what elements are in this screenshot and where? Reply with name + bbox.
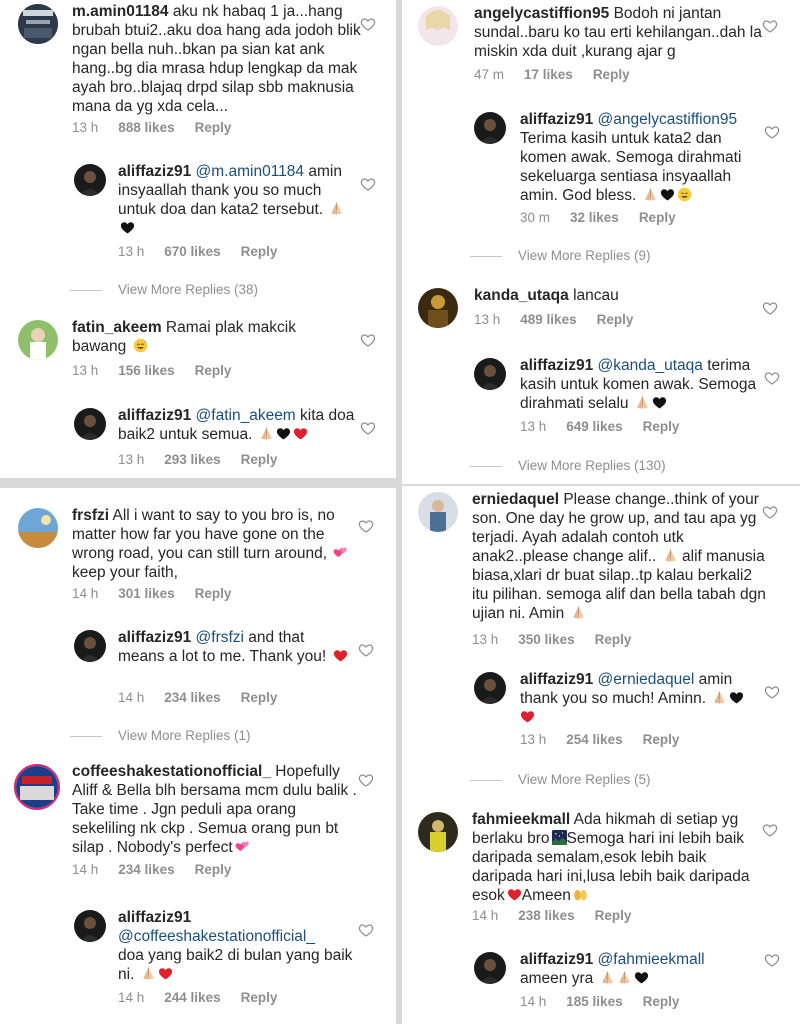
- timestamp: 13 h: [520, 419, 547, 434]
- reply-button[interactable]: Reply: [240, 244, 278, 259]
- likes-count[interactable]: 244 likes: [164, 990, 221, 1005]
- like-heart-icon[interactable]: [360, 16, 376, 32]
- avatar[interactable]: [14, 764, 60, 810]
- mention-link[interactable]: @frsfzi: [195, 629, 244, 646]
- username[interactable]: aliffaziz91: [520, 357, 594, 374]
- timestamp: 13 h: [520, 732, 547, 747]
- comment-text: amin thank you so much! Aminn.: [520, 671, 733, 707]
- timestamp: 13 h: [118, 244, 145, 259]
- comment-meta: [72, 120, 251, 135]
- red-heart-emoji: [520, 709, 535, 724]
- comments-panel-bottom-right: [402, 486, 800, 1024]
- comment-meta: [520, 994, 699, 1009]
- comment-meta: [520, 210, 696, 225]
- comment-body: [72, 506, 362, 582]
- comment-text: Ramai plak makcik bawang: [72, 319, 296, 355]
- reply-button[interactable]: Reply: [194, 120, 232, 135]
- timestamp: 13 h: [118, 452, 145, 467]
- likes-count[interactable]: 238 likes: [518, 908, 575, 923]
- likes-count[interactable]: 350 likes: [518, 632, 575, 647]
- username[interactable]: m.amin01184: [72, 3, 169, 20]
- timestamp: 14 h: [118, 690, 145, 705]
- avatar[interactable]: [418, 812, 458, 852]
- likes-count[interactable]: 489 likes: [520, 312, 577, 327]
- red-heart-emoji: [507, 887, 522, 902]
- praying-hands-emoji: [643, 187, 658, 202]
- comment-meta: [474, 312, 653, 327]
- avatar[interactable]: [18, 4, 58, 44]
- comment-body: [472, 490, 768, 623]
- comment-body: [474, 286, 774, 305]
- likes-count[interactable]: 670 likes: [164, 244, 221, 259]
- reply-button[interactable]: Reply: [240, 690, 278, 705]
- username[interactable]: aliffaziz91: [118, 163, 192, 180]
- mention-link[interactable]: @fatin_akeem: [195, 407, 296, 424]
- likes-count[interactable]: 234 likes: [118, 862, 175, 877]
- like-heart-icon[interactable]: [764, 952, 780, 968]
- comment-text: Bodoh ni jantan sundal..baru ko tau erti kehilangan..dah la miskin xda duit ,kurang ajar g: [474, 5, 762, 60]
- timestamp: 14 h: [520, 994, 547, 1009]
- comment-text: lancau: [573, 287, 619, 304]
- comment-body: [474, 4, 774, 61]
- comment-body: [118, 628, 354, 666]
- comment-body: [118, 908, 354, 984]
- mention-link[interactable]: @coffeeshakestationofficial_: [118, 928, 315, 945]
- reply-button[interactable]: Reply: [596, 312, 634, 327]
- comment-text: aku nk habaq 1 ja...hang brubah btui2..aku doa hang ada jodoh blik ngan bella nuh..bkan pa sian kat ank hang..bg dia mrasa hdup lengkap da mak ayah bro..blajaq drpd silap sbb maknusia mana da yg xda cela...: [72, 3, 361, 115]
- like-heart-icon[interactable]: [762, 504, 778, 520]
- praying-hands-emoji: [141, 966, 156, 981]
- comment-meta: [72, 862, 251, 877]
- red-heart-emoji: [293, 426, 308, 441]
- praying-hands-emoji: [329, 201, 344, 216]
- username[interactable]: aliffaziz91: [118, 629, 192, 646]
- like-heart-icon[interactable]: [764, 370, 780, 386]
- mention-link[interactable]: @fahmieekmall: [597, 951, 705, 968]
- avatar[interactable]: [74, 630, 106, 662]
- comment-text: terima kasih untuk komen awak. Semoga dirahmati selalu: [520, 357, 757, 412]
- comment-text-2: alif manusia biasa,xlari dr buat silap..tp kalau berkali2 itu pilihan. semoga alif dan bella tabah dgn ujian ni. Amin: [472, 548, 766, 622]
- reply-button[interactable]: Reply: [592, 67, 630, 82]
- avatar[interactable]: [474, 672, 506, 704]
- likes-count[interactable]: 185 likes: [566, 994, 623, 1009]
- avatar[interactable]: [74, 910, 106, 942]
- like-heart-icon[interactable]: [764, 684, 780, 700]
- likes-count[interactable]: 254 likes: [566, 732, 623, 747]
- comment-meta: [118, 452, 297, 467]
- comment-body: [72, 762, 362, 857]
- timestamp: 13 h: [472, 632, 499, 647]
- username[interactable]: angelycastiffion95: [474, 5, 610, 22]
- comment-meta: [118, 690, 297, 705]
- username[interactable]: fatin_akeem: [72, 319, 162, 336]
- black-heart-emoji: [729, 690, 744, 705]
- comment-body: [118, 162, 352, 238]
- comment-text: and that means a lot to me. Thank you!: [118, 629, 327, 665]
- comment-meta: [72, 363, 251, 378]
- mention-link[interactable]: @kanda_utaqa: [597, 357, 703, 374]
- username[interactable]: coffeeshakestationofficial_: [72, 763, 271, 780]
- comment-meta: [472, 908, 651, 923]
- avatar[interactable]: [18, 508, 58, 548]
- reply-button[interactable]: Reply: [194, 862, 232, 877]
- comment-meta: [520, 419, 699, 434]
- likes-count[interactable]: 888 likes: [118, 120, 175, 135]
- view-more-replies[interactable]: View More Replies (130): [470, 458, 666, 473]
- comments-panel-top-right: [402, 0, 800, 484]
- praying-hands-emoji: [617, 970, 632, 985]
- comment-text: All i want to say to you bro is, no matter how far you have gone on the wrong road, you can still turn around,: [72, 507, 335, 562]
- comment-text: Ada hikmah di setiap yg berlaku bro: [472, 811, 739, 847]
- black-heart-emoji: [276, 426, 291, 441]
- black-heart-emoji: [120, 220, 135, 235]
- username[interactable]: aliffaziz91: [520, 671, 594, 688]
- like-heart-icon[interactable]: [358, 922, 374, 938]
- comment-meta: [118, 244, 297, 259]
- timestamp: 30 m: [520, 210, 551, 225]
- red-heart-emoji: [158, 966, 173, 981]
- comment-body: [72, 2, 364, 116]
- comment-text: Terima kasih untuk kata2 dan komen awak. Semoga dirahmati sekeluarga sentiasa insyaallah amin. God bless.: [520, 130, 742, 204]
- praying-hands-emoji: [635, 395, 650, 410]
- reply-button[interactable]: Reply: [638, 210, 676, 225]
- mention-link[interactable]: @erniedaquel: [597, 671, 695, 688]
- timestamp: 47 m: [474, 67, 505, 82]
- likes-count[interactable]: 234 likes: [164, 690, 221, 705]
- timestamp: 13 h: [72, 363, 99, 378]
- view-more-replies[interactable]: View More Replies (5): [470, 772, 651, 787]
- username[interactable]: aliffaziz91: [520, 111, 594, 128]
- reply-button[interactable]: Reply: [240, 452, 278, 467]
- like-heart-icon[interactable]: [360, 332, 376, 348]
- comment-text-3: Ameen: [521, 887, 571, 904]
- praying-hands-emoji: [571, 605, 586, 620]
- comments-panel-bottom-left: [0, 488, 396, 1024]
- like-heart-icon[interactable]: [764, 124, 780, 140]
- username[interactable]: kanda_utaqa: [474, 287, 569, 304]
- like-heart-icon[interactable]: [360, 420, 376, 436]
- comment-body: [520, 950, 756, 988]
- comment-meta: [118, 990, 297, 1005]
- like-heart-icon[interactable]: [358, 642, 374, 658]
- comment-body: [520, 670, 756, 727]
- comment-text-2: Semoga hari ini lebih baik daripada semalam,esok lebih baik daripada hari ini,lusa lebih baik daripada esok: [472, 830, 750, 904]
- comment-meta: [72, 586, 251, 601]
- night-sky-emoji: [552, 830, 567, 845]
- view-more-replies[interactable]: View More Replies (9): [470, 248, 651, 263]
- avatar[interactable]: [474, 952, 506, 984]
- comment-text: kita doa baik2 untuk semua.: [118, 407, 355, 443]
- avatar[interactable]: [74, 408, 106, 440]
- reply-button[interactable]: Reply: [240, 990, 278, 1005]
- comment-text-2: keep your faith,: [72, 564, 178, 581]
- comment-body: [472, 810, 768, 905]
- username[interactable]: fahmieekmall: [472, 811, 571, 828]
- like-heart-icon[interactable]: [358, 772, 374, 788]
- black-heart-emoji: [652, 395, 667, 410]
- timestamp: 14 h: [72, 586, 99, 601]
- comment-meta: [474, 67, 650, 82]
- praying-hands-emoji: [600, 970, 615, 985]
- view-more-replies[interactable]: View More Replies (38): [70, 282, 258, 297]
- reply-button[interactable]: Reply: [194, 363, 232, 378]
- sweat-smile-emoji: [133, 338, 148, 353]
- avatar[interactable]: [418, 6, 458, 46]
- reply-button[interactable]: Reply: [194, 586, 232, 601]
- avatar[interactable]: [474, 358, 506, 390]
- likes-count[interactable]: 156 likes: [118, 363, 175, 378]
- like-heart-icon[interactable]: [762, 18, 778, 34]
- mention-link[interactable]: @m.amin01184: [195, 163, 305, 180]
- timestamp: 13 h: [72, 120, 99, 135]
- praying-hands-emoji: [712, 690, 727, 705]
- red-heart-emoji: [333, 648, 348, 663]
- avatar[interactable]: [418, 288, 458, 328]
- reply-button[interactable]: Reply: [642, 419, 680, 434]
- open-hands-emoji: [573, 887, 588, 902]
- comment-text: Hopefully Aliff & Bella blh bersama mcm dulu balik . Take time . Jgn peduli apa orang sekeliling nk ckp . Semua orang pun bt silap . Nobody's perfect: [72, 763, 357, 856]
- like-heart-icon[interactable]: [360, 176, 376, 192]
- two-hearts-emoji: [235, 839, 250, 854]
- username[interactable]: aliffaziz91: [118, 909, 192, 926]
- avatar[interactable]: [18, 320, 58, 360]
- comment-body: [520, 356, 760, 413]
- comments-panel-top-left: [0, 0, 396, 478]
- like-heart-icon[interactable]: [358, 518, 374, 534]
- avatar[interactable]: [74, 164, 106, 196]
- comment-body: [72, 318, 322, 356]
- likes-count[interactable]: 301 likes: [118, 586, 175, 601]
- username[interactable]: frsfzi: [72, 507, 110, 524]
- comment-body: [118, 406, 358, 444]
- praying-hands-emoji: [259, 426, 274, 441]
- reply-button[interactable]: Reply: [594, 908, 632, 923]
- reply-button[interactable]: Reply: [642, 994, 680, 1009]
- two-hearts-emoji: [333, 545, 348, 560]
- likes-count[interactable]: 17 likes: [524, 67, 573, 82]
- comment-text: ameen yra: [520, 970, 594, 987]
- view-more-replies[interactable]: View More Replies (1): [70, 728, 251, 743]
- smiling-face-emoji: [677, 187, 692, 202]
- avatar[interactable]: [474, 112, 506, 144]
- black-heart-emoji: [660, 187, 675, 202]
- reply-button[interactable]: Reply: [642, 732, 680, 747]
- black-heart-emoji: [634, 970, 649, 985]
- comment-meta: [520, 732, 699, 747]
- like-heart-icon[interactable]: [762, 822, 778, 838]
- comment-meta: [472, 632, 651, 647]
- reply-button[interactable]: Reply: [594, 632, 632, 647]
- likes-count[interactable]: 32 likes: [570, 210, 619, 225]
- comment-body: [520, 110, 756, 205]
- comment-text: Please change..think of your son. One day he grow up, and tau apa yg terjadi. Ayah adalah contoh utk anak2..please change alif..: [472, 491, 759, 565]
- username[interactable]: aliffaziz91: [118, 407, 192, 424]
- mention-link[interactable]: @angelycastiffion95: [597, 111, 738, 128]
- timestamp: 14 h: [118, 990, 145, 1005]
- likes-count[interactable]: 293 likes: [164, 452, 221, 467]
- timestamp: 14 h: [72, 862, 99, 877]
- praying-hands-emoji: [663, 548, 678, 563]
- timestamp: 13 h: [474, 312, 501, 327]
- like-heart-icon[interactable]: [762, 300, 778, 316]
- username[interactable]: erniedaquel: [472, 491, 559, 508]
- comment-text: doa yang baik2 di bulan yang baik ni.: [118, 947, 353, 983]
- timestamp: 14 h: [472, 908, 499, 923]
- likes-count[interactable]: 649 likes: [566, 419, 623, 434]
- username[interactable]: aliffaziz91: [520, 951, 594, 968]
- comment-text: amin insyaallah thank you so much untuk doa dan kata2 tersebut.: [118, 163, 342, 218]
- avatar[interactable]: [418, 492, 458, 532]
